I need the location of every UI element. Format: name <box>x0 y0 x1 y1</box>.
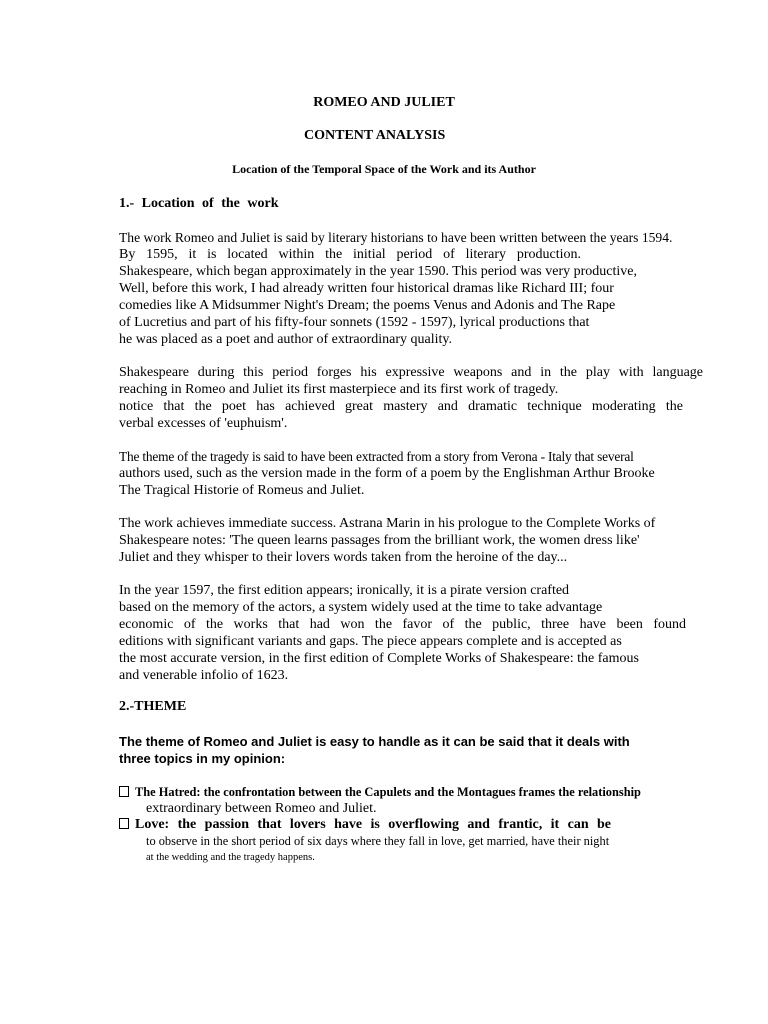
bullet-item <box>119 785 641 800</box>
paragraph-line: editions with significant variants and gaps. The piece appears complete and is accepted as <box>119 634 622 649</box>
paragraph-line: The Tragical Historie of Romeus and Juliet. <box>119 483 365 498</box>
bullet-text: The Hatred: the confrontation between the Capulets and the Montagues frames the relationship <box>135 785 641 799</box>
paragraph-line: authors used, such as the version made in the form of a poem by the Englishman Arthur Brooke <box>119 466 655 481</box>
paragraph-line: economic of the works that had won the favor of the public, three have been found <box>119 617 686 632</box>
bullet-text: Love: the passion that lovers have is overflowing and frantic, it can be <box>135 817 611 832</box>
paragraph-line: based on the memory of the actors, a system widely used at the time to take advantage <box>119 600 603 615</box>
paragraph-line: of Lucretius and part of his fifty-four sonnets (1592 - 1597), lyrical productions that <box>119 315 590 330</box>
bullet-continuation: to observe in the short period of six days where they fall in love, get married, have their night <box>146 834 610 848</box>
paragraph-line: Shakespeare, which began approximately in the year 1590. This period was very productive, <box>119 264 637 279</box>
document-subtitle: CONTENT ANALYSIS <box>304 128 446 143</box>
paragraph-line: notice that the poet has achieved great mastery and dramatic technique moderating the <box>119 399 683 414</box>
checkbox-bullet-icon <box>119 818 129 829</box>
document-title: ROMEO AND JULIET <box>313 95 455 110</box>
paragraph-line: and venerable infolio of 1623. <box>119 668 289 683</box>
checkbox-bullet-icon <box>119 786 129 797</box>
section1-heading: 1.- Location of the work <box>119 196 279 211</box>
paragraph-line: By 1595, it is located within the initial period of literary production. <box>119 247 581 262</box>
theme-intro-line: three topics in my opinion: <box>119 751 286 766</box>
bullet-continuation: at the wedding and the tragedy happens. <box>146 852 315 863</box>
paragraph-line: Well, before this work, I had already written four historical dramas like Richard III; four <box>119 281 614 296</box>
paragraph-line: Juliet and they whisper to their lovers words taken from the heroine of the day... <box>119 550 568 565</box>
paragraph-line: The theme of the tragedy is said to have been extracted from a story from Verona - Italy that several <box>119 449 634 464</box>
bullet-item <box>119 817 616 833</box>
paragraph-line: The work achieves immediate success. Astrana Marin in his prologue to the Complete Works of <box>119 516 656 531</box>
paragraph-line: reaching in Romeo and Juliet its first masterpiece and its first work of tragedy. <box>119 382 559 397</box>
paragraph-line: The work Romeo and Juliet is said by literary historians to have been written between the years 1594. <box>119 230 673 245</box>
paragraph-line: Shakespeare during this period forges his expressive weapons and in the play with language <box>119 365 703 380</box>
theme-intro-line: The theme of Romeo and Juliet is easy to handle as it can be said that it deals with <box>119 734 630 749</box>
section-caption: Location of the Temporal Space of the Work and its Author <box>232 162 536 176</box>
paragraph-line: Shakespeare notes: 'The queen learns passages from the brilliant work, the women dress like' <box>119 533 640 548</box>
paragraph-line: he was placed as a poet and author of extraordinary quality. <box>119 332 453 347</box>
paragraph-line: the most accurate version, in the first edition of Complete Works of Shakespeare: the famous <box>119 651 639 666</box>
bullet-continuation: extraordinary between Romeo and Juliet. <box>146 801 377 816</box>
paragraph-line: In the year 1597, the first edition appears; ironically, it is a pirate version crafted <box>119 583 570 598</box>
section2-heading: 2.-THEME <box>119 699 187 714</box>
paragraph-line: verbal excesses of 'euphuism'. <box>119 416 288 431</box>
paragraph-line: comedies like A Midsummer Night's Dream; the poems Venus and Adonis and The Rape <box>119 298 616 313</box>
